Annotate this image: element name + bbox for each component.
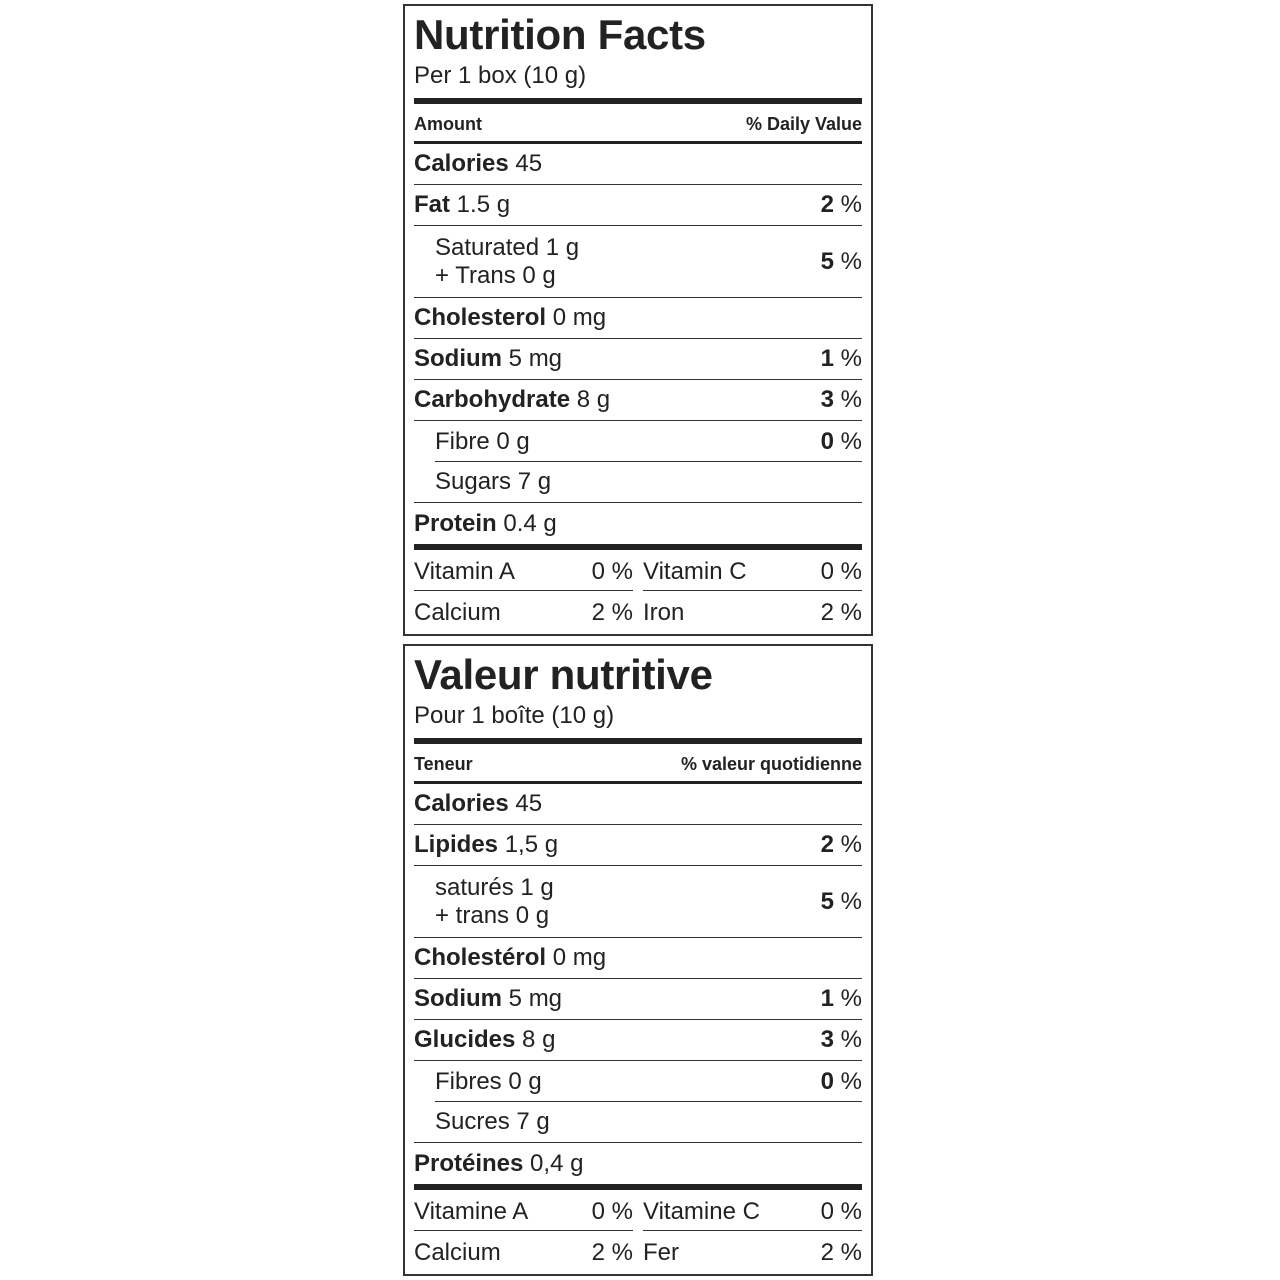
vitamin-value: 2 % (591, 599, 633, 626)
nutrient-name: Cholestérol (414, 944, 547, 971)
nutrient-row (414, 421, 862, 462)
daily-value (821, 985, 862, 1013)
nutrient-amount: 5 mg (508, 345, 563, 372)
nutrient-name: Carbohydrate (414, 386, 571, 413)
nutrient-row (414, 339, 862, 380)
vitamin-row (643, 591, 862, 632)
nutrient-row (414, 1143, 862, 1184)
daily-value (821, 386, 862, 414)
vitamin-name: Vitamin C (643, 558, 747, 585)
nutrient-name: Protéines (414, 1149, 524, 1177)
percent-sign: % (840, 345, 862, 372)
nutrient-row (414, 298, 862, 339)
nutrition-facts-panel-french (403, 644, 873, 1276)
sub-nutrient: Fibres 0 g (435, 1067, 542, 1095)
column-header (414, 104, 862, 144)
nutrient-label (414, 150, 542, 178)
nutrient-label (414, 234, 579, 290)
daily-value (821, 248, 862, 276)
daily-value-number: 2 (820, 831, 834, 858)
vitamin-row (643, 1231, 862, 1272)
nutrient-label (414, 386, 610, 414)
daily-value-number: 5 (820, 247, 834, 275)
nutrient-label (414, 510, 557, 538)
vitamin-value: 0 % (591, 558, 633, 585)
nutrient-amount: 0 mg (552, 944, 607, 971)
daily-value (821, 191, 862, 219)
nutrient-row (414, 938, 862, 979)
vitamin-value: 0 % (820, 1198, 862, 1225)
sub-nutrient-2: + Trans 0 g (435, 261, 556, 289)
percent-sign: % (840, 985, 862, 1012)
daily-value-number: 0 (820, 427, 834, 455)
nutrient-name: Sodium (414, 985, 502, 1012)
nutrient-label (414, 944, 606, 972)
vitamin-row (643, 550, 862, 591)
nutrient-row (414, 784, 862, 825)
vitamin-name: Fer (643, 1239, 679, 1266)
percent-sign: % (840, 1026, 862, 1053)
nutrient-name: Protein (414, 509, 497, 537)
nutrient-name: Sodium (414, 345, 502, 372)
nutrient-amount: 1,5 g (504, 831, 559, 858)
vitamin-row (414, 1231, 633, 1272)
percent-sign: % (840, 386, 862, 413)
daily-value-number: 1 (820, 985, 834, 1012)
vitamin-row (414, 1190, 633, 1231)
nutrient-label (414, 985, 562, 1013)
nutrient-label (414, 874, 554, 930)
sub-nutrient: Saturated 1 g (435, 233, 580, 261)
nutrient-row (414, 503, 862, 544)
vitamin-name: Vitamine A (414, 1198, 529, 1225)
daily-value-number: 5 (820, 887, 834, 915)
nutrient-label (414, 831, 558, 859)
percent-sign: % (840, 887, 862, 915)
vitamin-column (643, 1190, 862, 1272)
vitamin-name: Vitamin A (414, 558, 515, 585)
nutrient-label (414, 191, 510, 219)
nutrition-facts-panel-english (403, 4, 873, 636)
nutrient-name: Glucides (414, 1026, 516, 1053)
daily-value (821, 888, 862, 916)
nutrient-amount: 45 (515, 150, 543, 177)
nutrient-amount: 45 (515, 790, 543, 817)
serving-size: Pour 1 boîte (10 g) (414, 702, 615, 729)
vitamin-column (414, 550, 633, 632)
daily-value-number: 2 (820, 191, 834, 218)
sub-nutrient: Fibre 0 g (435, 427, 530, 455)
daily-value-number: 3 (820, 1026, 834, 1053)
vitamins-minerals (414, 550, 862, 632)
nutrient-amount: 0.4 g (503, 509, 557, 537)
percent-sign: % (840, 191, 862, 218)
nutrient-label (414, 468, 551, 496)
vitamin-row (414, 591, 633, 632)
vitamin-value: 2 % (591, 1239, 633, 1266)
vitamins-minerals (414, 1190, 862, 1272)
amount-header: Teneur (414, 754, 473, 774)
vitamin-column (414, 1190, 633, 1272)
vitamin-value: 0 % (591, 1198, 633, 1225)
panel-title: Nutrition Facts (414, 11, 706, 58)
nutrient-name: Cholesterol (414, 304, 547, 331)
panel-title: Valeur nutritive (414, 651, 713, 698)
nutrient-amount: 1.5 g (456, 191, 511, 218)
nutrient-row (414, 462, 862, 503)
nutrient-amount: 8 g (522, 1026, 556, 1053)
sub-nutrient-2: + trans 0 g (435, 901, 550, 929)
serving-size: Per 1 box (10 g) (414, 62, 587, 89)
nutrient-label (414, 428, 530, 456)
nutrient-name: Fat (414, 191, 450, 218)
vitamin-name: Calcium (414, 1239, 501, 1266)
vitamin-value: 2 % (820, 1239, 862, 1266)
nutrient-name: Calories (414, 790, 509, 817)
amount-header: Amount (414, 114, 482, 134)
nutrient-amount: 5 mg (508, 985, 563, 1012)
vitamin-name: Iron (643, 599, 685, 626)
sub-nutrient: Sucres 7 g (435, 1108, 550, 1135)
daily-value (821, 831, 862, 859)
vitamin-name: Vitamine C (643, 1198, 760, 1225)
daily-value-number: 0 (820, 1067, 834, 1095)
nutrient-label (414, 1068, 542, 1096)
vitamin-value: 0 % (820, 558, 862, 585)
daily-value (821, 345, 862, 373)
nutrient-label (414, 1026, 555, 1054)
percent-sign: % (840, 1067, 862, 1095)
vitamin-name: Calcium (414, 599, 501, 626)
daily-value-header: % Daily Value (745, 114, 862, 134)
nutrient-row (414, 866, 862, 938)
daily-value (821, 1068, 862, 1096)
vitamin-row (414, 550, 633, 591)
nutrient-label (414, 1108, 550, 1136)
nutrient-row (414, 1102, 862, 1143)
vitamin-value: 2 % (820, 599, 862, 626)
nutrient-row (414, 144, 862, 185)
percent-sign: % (840, 831, 862, 858)
nutrient-name: Calories (414, 150, 509, 177)
daily-value-header: % valeur quotidienne (680, 754, 862, 774)
daily-value-number: 3 (820, 386, 834, 413)
daily-value (821, 428, 862, 456)
nutrient-label (414, 1150, 583, 1178)
nutrient-row (414, 979, 862, 1020)
vitamin-row (643, 1190, 862, 1231)
vitamin-column (643, 550, 862, 632)
nutrient-amount: 0,4 g (530, 1149, 584, 1177)
nutrient-row (414, 1020, 862, 1061)
sub-nutrient: Sugars 7 g (435, 468, 552, 495)
nutrient-row (414, 825, 862, 866)
percent-sign: % (840, 427, 862, 455)
percent-sign: % (840, 247, 862, 275)
nutrient-label (414, 304, 606, 332)
nutrient-row (414, 1061, 862, 1102)
nutrient-label (414, 345, 562, 373)
nutrient-name: Lipides (414, 831, 499, 858)
nutrient-row (414, 380, 862, 421)
sub-nutrient: saturés 1 g (435, 873, 554, 901)
nutrient-amount: 8 g (576, 386, 611, 413)
column-header (414, 744, 862, 784)
daily-value (821, 1026, 862, 1054)
nutrient-label (414, 790, 542, 818)
daily-value-number: 1 (820, 345, 834, 372)
nutrient-amount: 0 mg (552, 304, 607, 331)
nutrient-row (414, 185, 862, 226)
nutrient-row (414, 226, 862, 298)
